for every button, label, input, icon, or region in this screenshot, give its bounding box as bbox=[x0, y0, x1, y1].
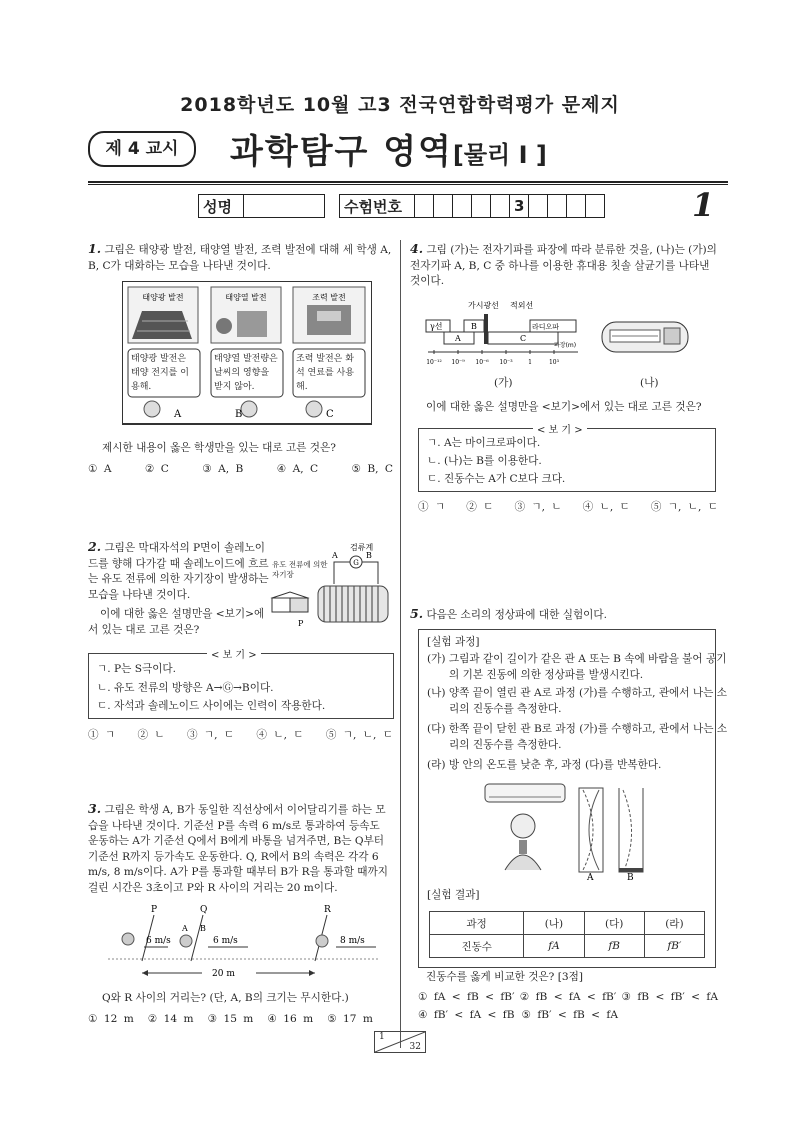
choice-5[interactable]: ⑤ 17 m bbox=[327, 1013, 373, 1025]
galvanometer-g: G bbox=[353, 559, 359, 567]
proc-step: (라) 방 안의 온도를 낮춘 후, 과정 (다)를 반복한다. bbox=[427, 759, 662, 771]
proc-title: [실험 과정] bbox=[427, 636, 480, 648]
tube-b-label: B bbox=[627, 873, 634, 880]
exam-title: 2018학년도 10월 고3 전국연합학력평가 문제지 bbox=[180, 94, 620, 116]
sterilizer-figure bbox=[600, 318, 692, 356]
tick: 10⁻³ bbox=[499, 359, 513, 366]
spectrum-figure bbox=[424, 298, 584, 374]
svg-text:B: B bbox=[366, 551, 372, 560]
panel-solar-thermal: 태양열 발전 bbox=[225, 293, 267, 302]
table-header: (라) bbox=[644, 912, 704, 935]
proc-step: (나) 양쪽 끝이 열린 관 A로 과정 (가)를 수행하고, 관에서 나는 소리의 진동수를 측정한다. bbox=[427, 687, 727, 715]
question-3: 3. 그림은 학생 A, B가 동일한 직선상에서 이어달리기를 하는 모습을 나타낸 것이다. 기준선 P를 속력 6 m/s로 통과하여 등속도 운동하는 A가 기준선 Q에서 B에게 바통을 넘겨주면, B는 Q부터 기준선 R까지 등가속도 운동한다. Q, R에서 B의 속력은 각각 6 m/s, 8 m/s이다. A가 P를 통과할 때부터 B가 R을 통과할 때까지 걸린 시간은 3초이고 P와 R 사이의 거리는 20 m이다. bbox=[88, 801, 388, 894]
svg-text:B: B bbox=[471, 322, 477, 331]
result-title: [실험 결과] bbox=[427, 889, 480, 901]
proc-step: (가) 그림과 같이 길이가 같은 관 A 또는 B 속에 바람을 불어 공기의 기본 진동에 의한 정상파를 발생시킨다. bbox=[427, 653, 727, 681]
q5-prompt: 진동수를 옳게 비교한 것은? [3점] bbox=[426, 971, 583, 983]
q5-experiment-box bbox=[418, 629, 728, 968]
bubble-a: 태양광 발전은 태양 전지를 이용해. bbox=[131, 354, 189, 392]
student-a-label: A bbox=[174, 409, 182, 420]
bogi-item: ㄴ. (나)는 B를 이용한다. bbox=[427, 455, 542, 467]
q2-figure bbox=[268, 540, 396, 632]
tick: 10⁻¹² bbox=[426, 359, 442, 366]
bubble-b: 태양열 발전량은 날씨의 영향을 받지 않아. bbox=[214, 354, 278, 392]
question-4: 4. 그림 (가)는 전자기파를 파장에 따라 분류한 것을, (나)는 (가)의 전자기파 A, B, C 중 하나를 이용한 휴대용 칫솔 살균기를 나타낸 것이다. bbox=[410, 241, 717, 287]
svg-text:B: B bbox=[200, 924, 206, 933]
q4-prompt: 이에 대한 옳은 설명만을 <보기>에서 있는 대로 고른 것은? bbox=[426, 401, 702, 413]
svg-text:R: R bbox=[324, 905, 331, 915]
ir-label: 적외선 bbox=[510, 301, 534, 310]
panel-tidal: 조력 발전 bbox=[312, 293, 346, 302]
tick: 10⁻⁹ bbox=[451, 359, 465, 366]
bogi-item: ㄴ. 유도 전류의 방향은 A→Ⓖ→B이다. bbox=[97, 682, 274, 694]
choice-1[interactable]: ① ㄱ bbox=[88, 729, 116, 741]
header-rule bbox=[88, 181, 728, 183]
q4-bogi-box bbox=[418, 425, 716, 492]
p-face-label: P bbox=[298, 619, 304, 628]
q5-choices-row2 bbox=[418, 1009, 618, 1021]
choice-3[interactable]: ③ ㄱ, ㄴ bbox=[514, 501, 562, 513]
choice-4[interactable]: ④ 16 m bbox=[267, 1013, 314, 1025]
svg-text:C: C bbox=[520, 334, 527, 343]
q2-bogi-box bbox=[88, 650, 394, 719]
question-5: 5. 다음은 소리의 정상파에 대한 실험이다. bbox=[410, 606, 608, 621]
bogi-title: < 보 기 > bbox=[207, 646, 261, 661]
total-pages: 32 bbox=[409, 1042, 421, 1052]
table-header: 과정 bbox=[430, 912, 524, 935]
choice-1[interactable]: ① fA < fB < fB′ bbox=[418, 991, 515, 1003]
svg-text:라디오파: 라디오파 bbox=[532, 323, 560, 331]
panel-solar-pv: 태양광 발전 bbox=[142, 293, 184, 302]
speed-a: 6 m/s bbox=[146, 936, 171, 946]
choice-5[interactable]: ⑤ B, C bbox=[351, 463, 393, 475]
choice-1[interactable]: ① ㄱ bbox=[418, 501, 446, 513]
q4-choices bbox=[418, 499, 718, 514]
bogi-item: ㄱ. P는 S극이다. bbox=[97, 663, 177, 675]
q3-figure bbox=[108, 903, 388, 983]
q5-choices-row1 bbox=[418, 991, 718, 1003]
bogi-item: ㄱ. A는 마이크로파이다. bbox=[427, 437, 541, 449]
q3-choices bbox=[88, 1013, 373, 1025]
tick: 1 bbox=[528, 359, 532, 366]
tick: 10⁻⁶ bbox=[475, 359, 489, 366]
svg-text:A: A bbox=[455, 334, 461, 343]
choice-1[interactable]: ① 12 m bbox=[88, 1013, 134, 1025]
name-field: 성명 bbox=[198, 194, 325, 218]
page-number-large: 1 bbox=[692, 186, 715, 224]
current-page: 1 bbox=[379, 1032, 385, 1042]
choice-4[interactable]: ④ fB′ < fA < fB bbox=[418, 1009, 515, 1021]
q5-figure bbox=[479, 780, 679, 880]
choice-2[interactable]: ② 14 m bbox=[147, 1013, 194, 1025]
choice-5[interactable]: ⑤ fB′ < fB < fA bbox=[521, 1009, 618, 1021]
result-table bbox=[429, 911, 705, 958]
bogi-item: ㄷ. 진동수는 A가 C보다 크다. bbox=[427, 473, 566, 485]
choice-1[interactable]: ① A bbox=[88, 463, 112, 475]
bogi-item: ㄷ. 자석과 솔레노이드 사이에는 인력이 작용한다. bbox=[97, 700, 326, 712]
choice-4[interactable]: ④ ㄴ, ㄷ bbox=[582, 501, 630, 513]
choice-3[interactable]: ③ A, B bbox=[202, 463, 244, 475]
subject-title: 과학탐구 영역[물리 I ] bbox=[230, 132, 547, 172]
choice-4[interactable]: ④ A, C bbox=[276, 463, 319, 475]
table-cell: fB′ bbox=[644, 935, 704, 958]
page-indicator bbox=[374, 1031, 426, 1053]
visible-label: 가시광선 bbox=[468, 301, 499, 310]
table-cell: 진동수 bbox=[430, 935, 524, 958]
speed-b-q: 6 m/s bbox=[213, 936, 238, 946]
question-1: 1. 그림은 태양광 발전, 태양열 발전, 조력 발전에 대해 세 학생 A, B, C가 대화하는 모습을 나타낸 것이다. bbox=[88, 241, 392, 272]
table-cell: fA bbox=[524, 935, 584, 958]
choice-5[interactable]: ⑤ ㄱ, ㄴ, ㄷ bbox=[650, 501, 718, 513]
q3-prompt: Q와 R 사이의 거리는? (단, A, B의 크기는 무시한다.) bbox=[102, 992, 349, 1004]
table-cell: fB bbox=[584, 935, 644, 958]
svg-text:Q: Q bbox=[200, 905, 208, 915]
bubble-c: 조력 발전은 화석 연료를 사용해. bbox=[296, 354, 354, 392]
distance-pr: 20 m bbox=[212, 969, 235, 979]
choice-5[interactable]: ⑤ ㄱ, ㄴ, ㄷ bbox=[325, 729, 393, 741]
fig-caption-ga: (가) bbox=[494, 377, 513, 389]
choice-2[interactable]: ② ㄷ bbox=[466, 501, 494, 513]
tube-a-label: A bbox=[587, 873, 594, 880]
axis-label: 파장(m) bbox=[554, 342, 577, 349]
svg-text:γ선: γ선 bbox=[430, 322, 443, 331]
header-rule-thin bbox=[88, 184, 728, 185]
choice-2[interactable]: ② fB < fA < fB′ bbox=[519, 991, 617, 1003]
table-header: (나) bbox=[524, 912, 584, 935]
student-b-label: B bbox=[235, 409, 243, 420]
speed-b-r: 8 m/s bbox=[340, 936, 365, 946]
bogi-title: < 보 기 > bbox=[533, 421, 587, 436]
name-input[interactable] bbox=[244, 195, 325, 218]
fig-caption-na: (나) bbox=[640, 377, 659, 389]
table-header: (다) bbox=[584, 912, 644, 935]
question-2: 2. 그림은 막대자석의 P면이 솔레노이드를 향해 다가갈 때 솔레노이드에 흐르는 유도 전류에 의한 자기장이 발생하는 모습을 나타낸 것이다. bbox=[88, 539, 269, 601]
svg-text:P: P bbox=[151, 905, 158, 915]
choice-2[interactable]: ② C bbox=[144, 463, 169, 475]
column-divider bbox=[400, 240, 401, 1048]
q1-choices bbox=[88, 463, 393, 475]
svg-text:A: A bbox=[332, 551, 338, 560]
galvanometer-label: 검류계 bbox=[350, 543, 374, 552]
q2-prompt: 이에 대한 옳은 설명만을 <보기>에서 있는 대로 고른 것은? bbox=[88, 608, 265, 636]
q2-choices bbox=[88, 727, 393, 742]
student-c-label: C bbox=[326, 409, 334, 420]
q2-field-label: 유도 전류에 의한 자기장 bbox=[272, 560, 328, 579]
period-badge: 제 4 교시 bbox=[88, 131, 196, 167]
exam-number-field: 수험번호 3 bbox=[339, 194, 605, 218]
proc-step: (다) 한쪽 끝이 닫힌 관 B로 과정 (가)를 수행하고, 관에서 나는 소리의 진동수를 측정한다. bbox=[427, 723, 728, 751]
choice-4[interactable]: ④ ㄴ, ㄷ bbox=[256, 729, 304, 741]
choice-3[interactable]: ③ ㄱ, ㄷ bbox=[186, 729, 235, 741]
choice-3[interactable]: ③ 15 m bbox=[207, 1013, 254, 1025]
svg-text:A: A bbox=[182, 924, 188, 933]
q1-prompt: 제시한 내용이 옳은 학생만을 있는 대로 고른 것은? bbox=[102, 442, 336, 454]
tick: 10³ bbox=[548, 359, 560, 366]
choice-3[interactable]: ③ fB < fB′ < fA bbox=[621, 991, 718, 1003]
choice-2[interactable]: ② ㄴ bbox=[137, 729, 165, 741]
